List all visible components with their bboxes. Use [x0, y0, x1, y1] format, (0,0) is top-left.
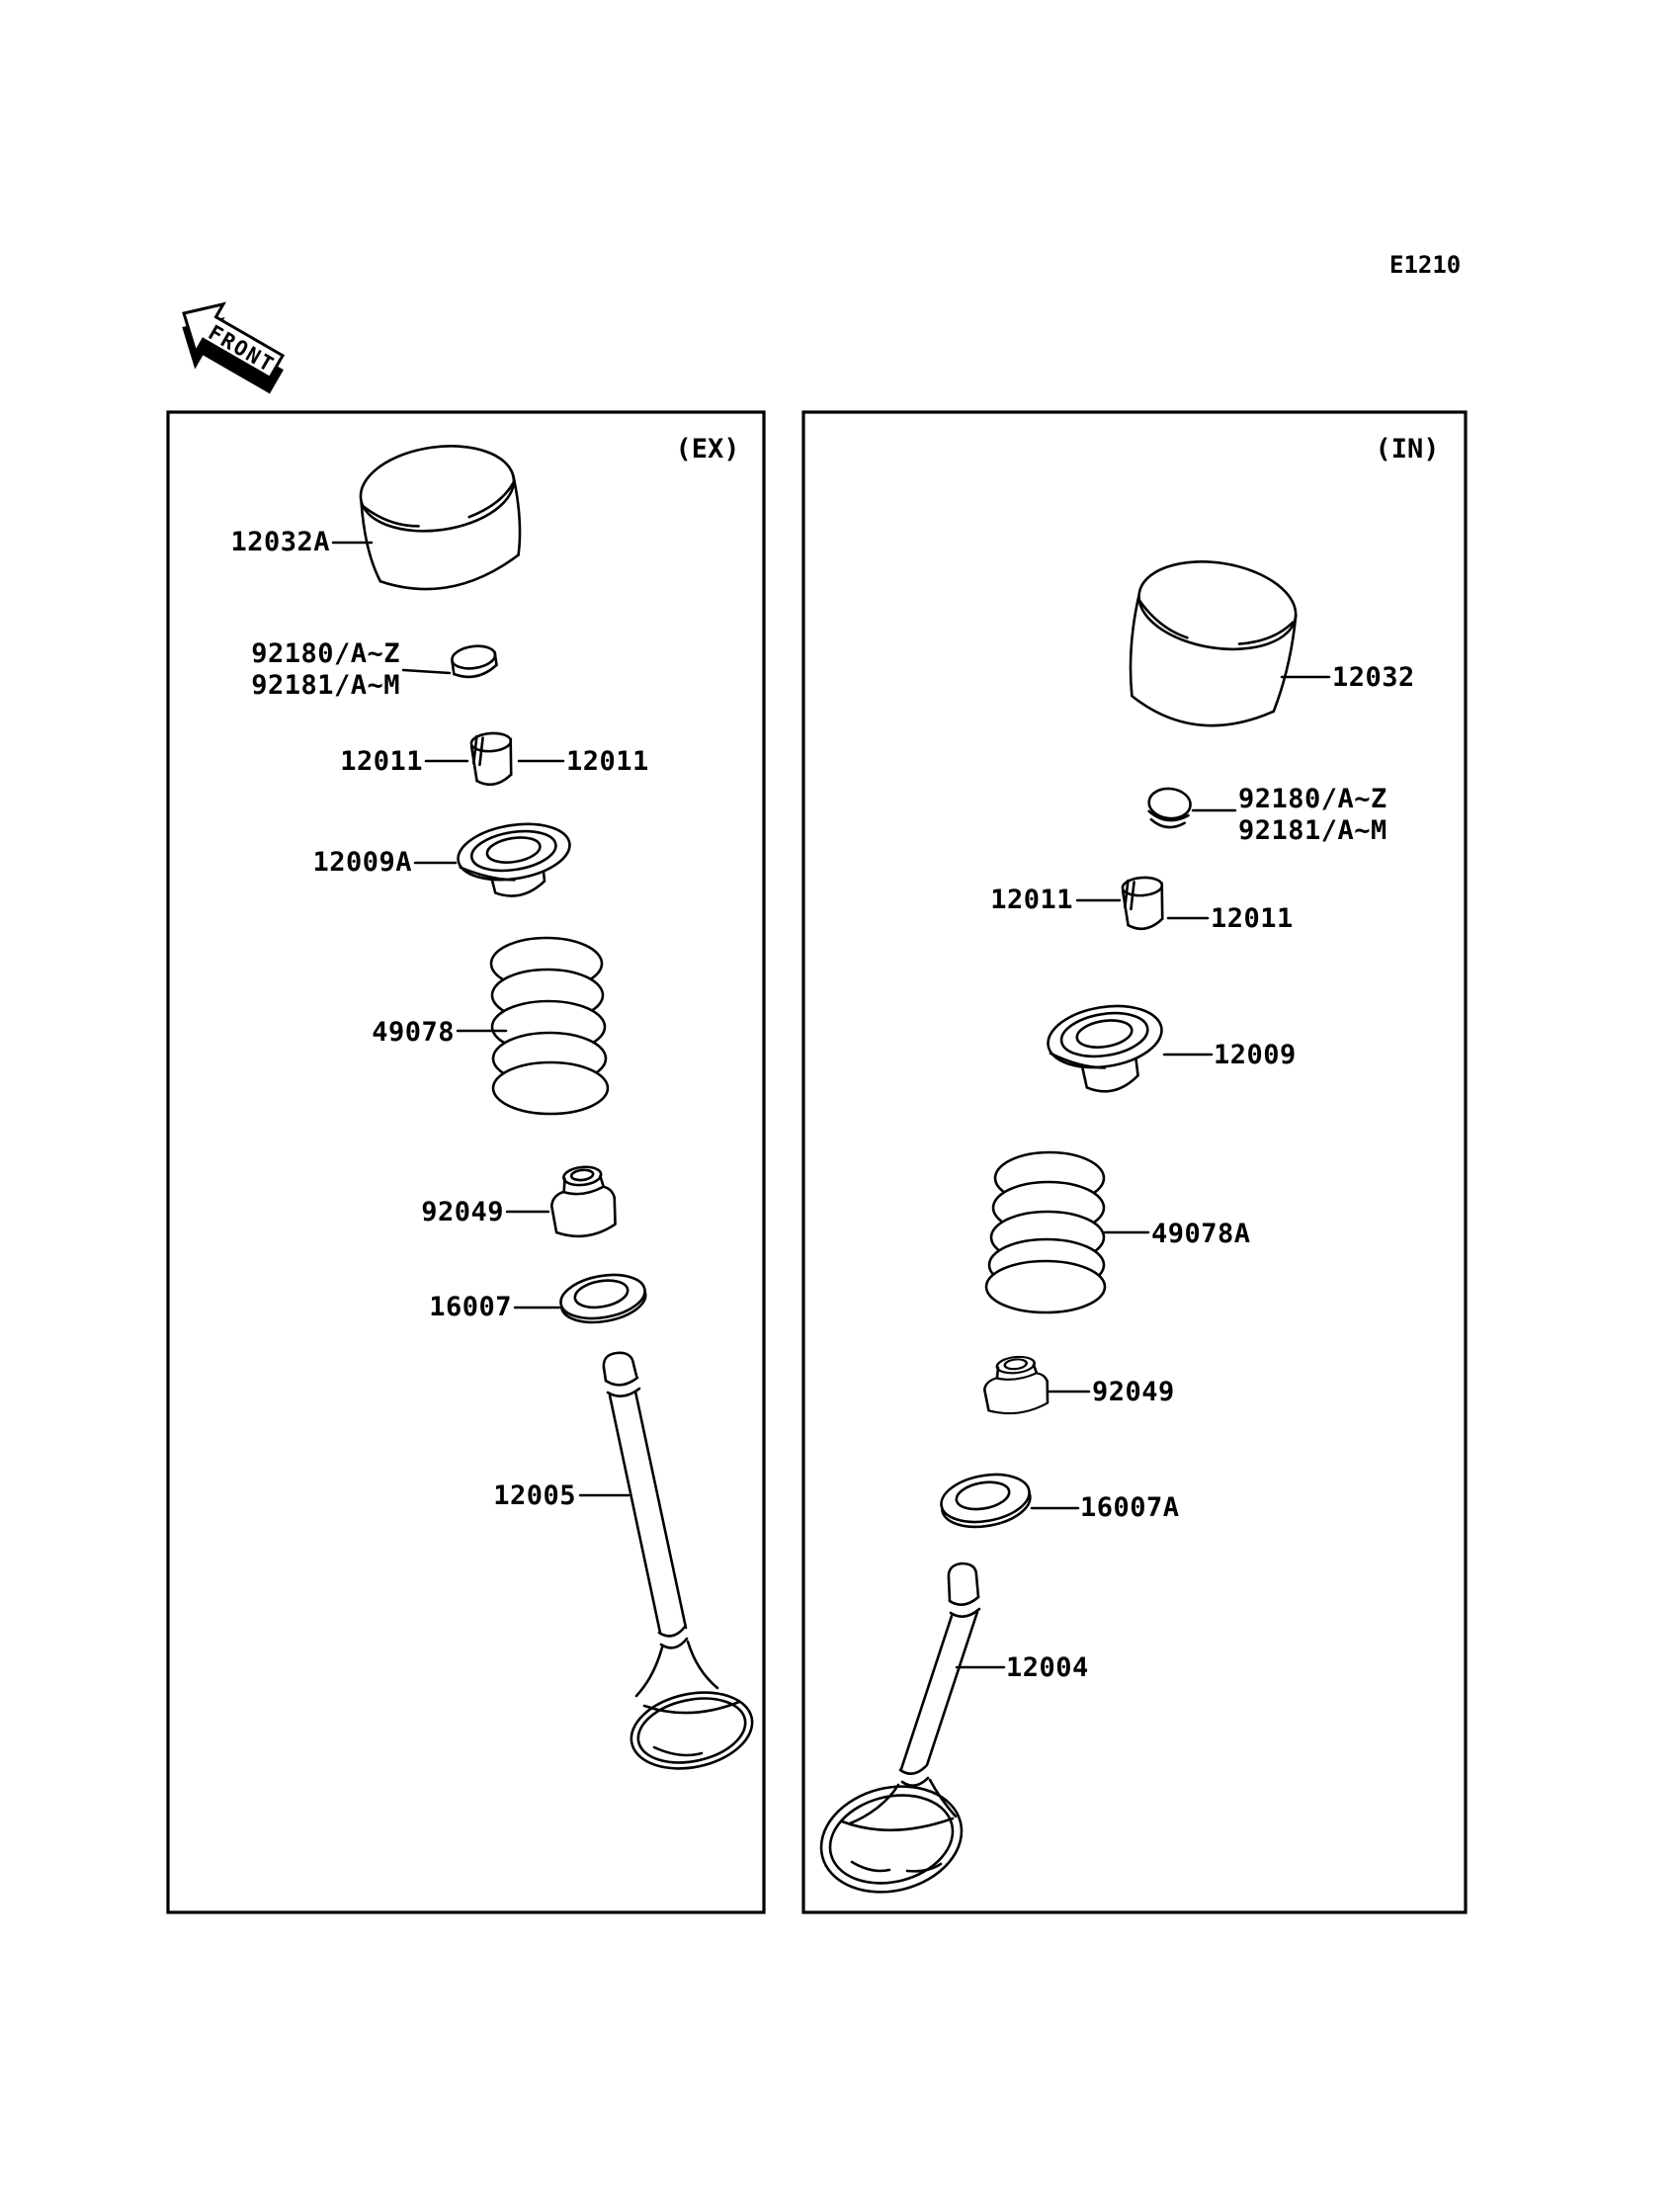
- valve-keeper-drawing-ex: [470, 732, 514, 786]
- part-label-bucket-in: 12032: [1332, 662, 1415, 693]
- spring-seat-drawing-in: [938, 1469, 1034, 1534]
- part-label-shim2-in: 92181/A~M: [1238, 815, 1387, 846]
- leader-shim-ex: [403, 670, 450, 673]
- part-label-bucket-ex: 12032A: [230, 527, 330, 557]
- valve-keeper-drawing-in: [1122, 877, 1165, 930]
- part-label-keeper-left-ex: 12011: [340, 746, 423, 777]
- valve-stem-seal-drawing-in: [981, 1354, 1050, 1416]
- valve-spring-drawing-in: [986, 1152, 1105, 1312]
- part-label-seal-ex: 92049: [421, 1197, 504, 1227]
- part-label-shim2-ex: 92181/A~M: [251, 670, 400, 701]
- panel-intake: [803, 412, 1466, 1912]
- part-label-spring-ex: 49078: [372, 1017, 455, 1048]
- tappet-bucket-drawing-in: [1120, 551, 1302, 738]
- panel-exhaust: [168, 412, 764, 1912]
- panel-exhaust-tag: (EX): [675, 434, 740, 465]
- part-label-retainer-in: 12009: [1214, 1040, 1297, 1070]
- part-label-seat-ex: 16007: [429, 1292, 512, 1322]
- tappet-bucket-drawing-ex: [355, 437, 529, 598]
- part-label-retainer-ex: 12009A: [312, 847, 412, 878]
- page-code: E1210: [1389, 251, 1462, 279]
- valve-drawing-ex: [604, 1353, 759, 1779]
- panel-intake-tag: (IN): [1375, 434, 1440, 465]
- part-label-keeper-right-in: 12011: [1211, 903, 1294, 934]
- part-label-keeper-right-ex: 12011: [566, 746, 649, 777]
- part-label-shim1-ex: 92180/A~Z: [251, 638, 400, 669]
- part-label-valve-in: 12004: [1006, 1652, 1089, 1683]
- part-label-seat-in: 16007A: [1080, 1492, 1180, 1523]
- valve-shim-drawing-in: [1146, 787, 1192, 829]
- panel-intake-border: [803, 412, 1466, 1912]
- part-label-spring-in: 49078A: [1151, 1219, 1251, 1249]
- panel-exhaust-border: [168, 412, 764, 1912]
- spring-seat-drawing-ex: [557, 1269, 649, 1328]
- front-arrow-label: FRONT: [204, 320, 280, 378]
- valve-spring-drawing-ex: [491, 938, 608, 1114]
- part-label-shim1-in: 92180/A~Z: [1238, 784, 1387, 814]
- valve-shim-drawing-ex: [451, 643, 498, 679]
- part-label-seal-in: 92049: [1092, 1377, 1175, 1407]
- spring-retainer-drawing-in: [1044, 998, 1170, 1099]
- part-label-valve-ex: 12005: [493, 1480, 576, 1511]
- valve-stem-seal-drawing-ex: [548, 1164, 619, 1239]
- part-label-keeper-left-in: 12011: [990, 885, 1073, 915]
- spring-retainer-drawing-ex: [454, 816, 576, 903]
- front-arrow-icon: [164, 290, 296, 405]
- valve-drawing-in: [810, 1563, 979, 1906]
